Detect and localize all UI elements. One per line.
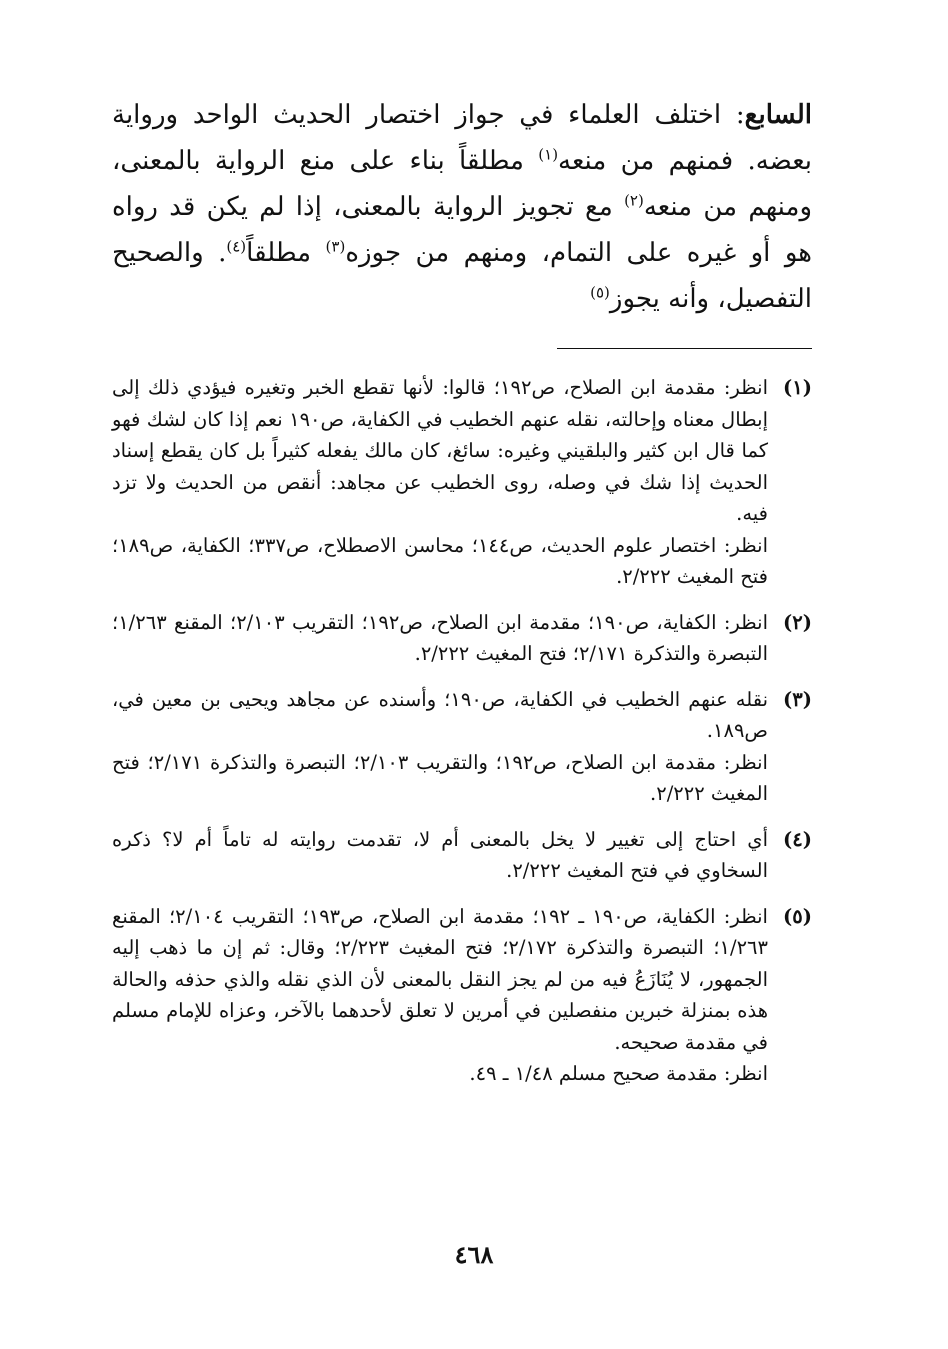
text-segment: : اختلف العلماء في جواز اختصار الحديث الواحد ورواية بعضه. فمنهم من منعه	[112, 100, 812, 176]
main-paragraph	[112, 92, 812, 322]
footnote-ref-5[interactable]: (٥)	[590, 283, 610, 302]
text-segment: مع تجويز الرواية بالمعنى، إذا لم يكن قد رواه هو أو غيره على التمام، ومنهم من جوزه	[112, 192, 812, 268]
text-segment: مطلقاً	[246, 238, 326, 268]
text-segment: مطلقاً بناء على منع الرواية بالمعنى، ومنهم من منعه	[112, 146, 813, 222]
footnotes	[112, 372, 812, 1104]
paragraph-lead-word: السابع	[744, 100, 812, 130]
main-text	[112, 92, 812, 322]
footnote-number: (٢)	[783, 610, 812, 634]
footnote-paragraph: انظر: الكفاية، ص١٩٠ ـ ١٩٢؛ مقدمة ابن الصلاح، ص١٩٣؛ التقريب ٢/١٠٤؛ المقنع ١/٢٦٣؛ التبصرة والتذكرة ٢/١٧٢؛ فتح المغيث ٢/٢٢٣؛ وقال: ثم إن ما ذهب إليه الجمهور، لا يُنَازَعُ فيه من لم يجز النقل بالمعنى لأن الذي نقله والذي حذفه والحالة هذه بمنزلة خبرين منفصلين في أمرين لا تعلق لأحدهما بالآخر، وعزاه للإمام مسلم في مقدمة صحيحه.	[112, 904, 768, 1054]
footnote-separator	[557, 348, 812, 349]
footnote-paragraph: انظر: مقدمة ابن الصلاح، ص١٩٢؛ قالوا: لأنها تقطع الخبر وتغيره فيؤدي ذلك إلى إبطال معناه وإحالته، نقله عنهم الخطيب في الكفاية، ص١٩٠ نعم إذا كان لشك فهو كما قال ابن كثير والبلقيني وغيره: سائغ، كان مالك يفعله كثيراً بل كان يقطع إسناد الحديث إذا شك في وصله، روى الخطيب عن مجاهد: أنقص من الحديث ولا تزد فيه.	[112, 376, 769, 525]
footnote-body	[112, 684, 768, 810]
footnote-paragraph: انظر: مقدمة صحيح مسلم ١/٤٨ ـ ٤٩.	[469, 1062, 768, 1085]
footnote-paragraph: انظر: الكفاية، ص١٩٠؛ مقدمة ابن الصلاح، ص١٩٢؛ التقريب ٢/١٠٣؛ المقنع ١/٢٦٣؛ التبصرة والتذكرة ٢/١٧١؛ فتح المغيث ٢/٢٢٢.	[112, 610, 768, 665]
footnote-number: (٤)	[783, 827, 812, 851]
footnote-4	[112, 824, 812, 887]
footnote-paragraph: نقله عنهم الخطيب في الكفاية، ص١٩٠؛ وأسنده عن مجاهد ويحيى بن معين في، ص١٨٩.	[112, 687, 769, 742]
footnote-2	[112, 607, 812, 670]
footnote-1	[112, 372, 812, 593]
footnote-3	[112, 684, 812, 810]
page-number: ٤٦٨	[454, 1240, 494, 1269]
footnote-body	[112, 901, 768, 1090]
footnote-ref-1[interactable]: (١)	[538, 145, 559, 164]
footnote-body	[112, 372, 768, 593]
footnote-body	[112, 824, 768, 887]
footnote-paragraph: انظر: اختصار علوم الحديث، ص١٤٤؛ محاسن الاصطلاح، ص٣٣٧؛ الكفاية، ص١٨٩؛ فتح المغيث ٢/٢٢٢.	[112, 533, 769, 588]
footnote-5	[112, 901, 812, 1090]
footnote-number: (٣)	[783, 687, 812, 711]
footnote-number: (١)	[783, 376, 812, 399]
footnote-paragraph: أي احتاج إلى تغيير لا يخل بالمعنى أم لا، تقدمت روايته له تاماً أم لا؟ ذكره السخاوي في فتح المغيث ٢/٢٢٢.	[112, 827, 768, 882]
footnote-ref-3[interactable]: (٣)	[325, 237, 346, 256]
footnote-body	[112, 607, 768, 670]
footnote-ref-2[interactable]: (٢)	[624, 191, 644, 210]
footnote-paragraph: انظر: مقدمة ابن الصلاح، ص١٩٢؛ والتقريب ٢/١٠٣؛ التبصرة والتذكرة ٢/١٧١؛ فتح المغيث ٢/٢٢٢.	[112, 750, 768, 805]
text-segment: . والصحيح التفصيل، وأنه يجوز	[112, 238, 812, 314]
footnote-number: (٥)	[783, 904, 812, 928]
footnote-ref-4[interactable]: (٤)	[226, 237, 247, 256]
